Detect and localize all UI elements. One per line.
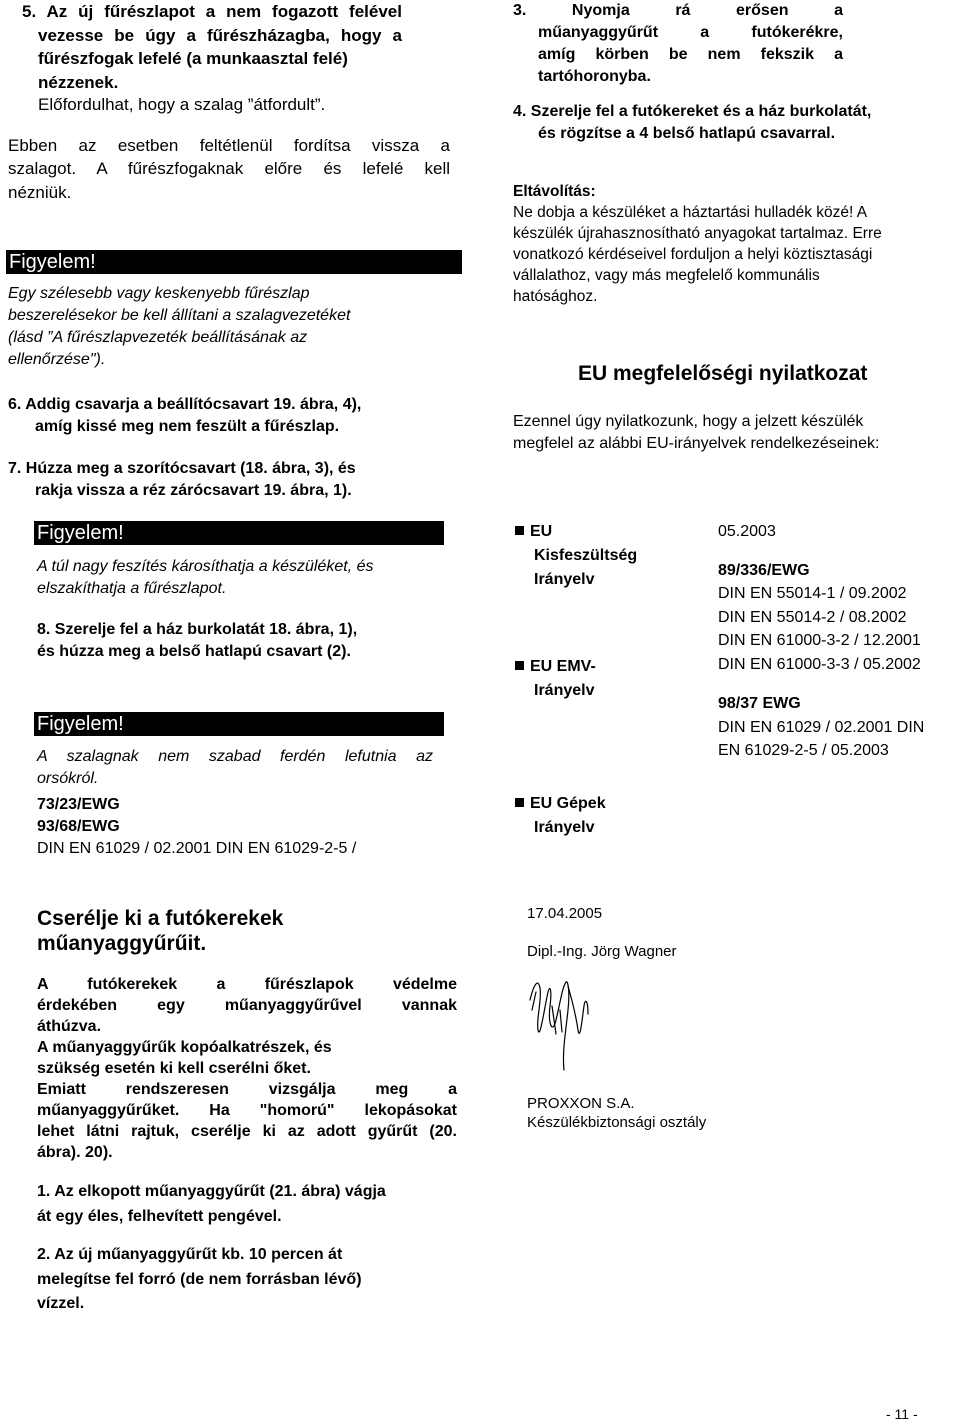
- ring-step-1: [37, 1180, 467, 1229]
- step-6: [8, 394, 458, 438]
- machine-directive-label: [515, 792, 695, 840]
- conformity-value: 98/37 EWG: [718, 695, 801, 712]
- signature-image: [522, 970, 602, 1080]
- warning-text-2: [37, 556, 447, 600]
- paragraph-line: Emiatt rendszeresen vizsgálja meg a: [37, 1081, 457, 1098]
- emv-label-line: Irányelv: [534, 682, 595, 699]
- wheel-ring-title-line: Cserélje ki a futókerekek: [37, 907, 284, 930]
- disposal-section: [513, 181, 953, 307]
- company-name: PROXXON S.A.: [527, 1095, 635, 1112]
- step-3-line: 3. Nyomja rá erősen a: [513, 2, 843, 19]
- wheel-ring-title: [37, 906, 437, 956]
- step-3: [513, 0, 843, 88]
- warning-label-3: Figyelem!: [34, 712, 444, 736]
- disposal-line: hatósághoz.: [513, 288, 598, 305]
- directive-item: DIN EN 61029 / 02.2001 DIN EN 61029-2-5 /: [37, 840, 357, 857]
- step-6-line: 6. Addig csavarja a beállítócsavart 19. ábra, 4),: [8, 396, 362, 413]
- ring-step-2-line: melegítse fel forró (de nem forrásban lévő): [37, 1270, 362, 1288]
- step-4-line: és rögzítse a 4 belső hatlapú csavarral.: [538, 125, 836, 142]
- step-4: [513, 101, 953, 145]
- company-department: Készülékbiztonsági osztály: [527, 1114, 707, 1131]
- warning-label-1: Figyelem!: [6, 250, 462, 274]
- step-3-line: amíg körben be nem fekszik a: [538, 46, 843, 63]
- bullet-icon: [515, 661, 524, 670]
- eu-declaration-title: EU megfelelőségi nyilatkozat: [578, 362, 868, 385]
- step-3-line: tartóhoronyba.: [538, 68, 651, 85]
- lv-label-line: [515, 520, 695, 544]
- step-5: [22, 0, 402, 94]
- lv-label-text: EU: [530, 523, 553, 540]
- disposal-line: vonatkozó kérdéseivel forduljon a helyi köztisztasági: [513, 246, 873, 263]
- conformity-value: DIN EN 61000-3-3 / 05.2002: [718, 655, 921, 673]
- eu-intro: [513, 411, 953, 455]
- lv-directive-label: [515, 520, 695, 592]
- warning-line: A túl nagy feszítés károsíthatja a készüléket, és: [37, 558, 374, 575]
- paragraph-line: ábra). 20).: [37, 1144, 113, 1161]
- conformity-value: DIN EN 55014-1 / 09.2002: [718, 585, 907, 602]
- ring-step-2: [37, 1243, 467, 1317]
- turn-note-line: szalagot. A fűrészfogaknak előre és lefelé kell: [8, 159, 450, 178]
- ring-step-1-line: át egy éles, felhevített pengével.: [37, 1207, 282, 1225]
- eu-intro-line: Ezennel úgy nyilatkozunk, hogy a jelzett készülék: [513, 413, 864, 430]
- warning-line: A szalagnak nem szabad ferdén lefutnia az: [37, 748, 433, 765]
- step-7-line: 7. Húzza meg a szorítócsavart (18. ábra, 3), és: [8, 460, 356, 477]
- warning-line: beszerelésekor be kell állítani a szalagvezetéket: [8, 307, 351, 324]
- conformity-value: DIN EN 61029 / 02.2001 DIN: [718, 718, 925, 736]
- step-5-line: nézzenek.: [38, 72, 119, 92]
- ring-step-2-line: vízzel.: [37, 1295, 85, 1312]
- warning-line: Egy szélesebb vagy keskenyebb fűrészlap: [8, 285, 310, 302]
- step-8-line: és húzza meg a belső hatlapú csavart (2).: [37, 643, 351, 660]
- warning-text-1: [8, 283, 458, 371]
- wheel-ring-title-line: műanyaggyűrűit.: [37, 932, 207, 955]
- step-5-line: fűrészfogak lefelé (a munkaasztal felé): [38, 49, 348, 68]
- disposal-line: Ne dobja a készüléket a háztartási hulladék közé! A: [513, 204, 868, 221]
- turn-note-line: Ebben az esetben feltétlenül fordítsa vissza a: [8, 135, 450, 155]
- machine-label-line: Irányelv: [534, 819, 595, 836]
- disposal-line: vállalathoz, vagy más megfelelő kommunális: [513, 267, 820, 284]
- machine-label-text: EU Gépek: [530, 795, 606, 812]
- warning-line: elszakíthatja a fűrészlapot.: [37, 580, 227, 597]
- conformity-value: DIN EN 55014-2 / 08.2002: [718, 608, 907, 626]
- directive-item: 93/68/EWG: [37, 818, 120, 835]
- conformity-value: 05.2003: [718, 523, 776, 540]
- turn-note-line: nézniük.: [8, 182, 72, 202]
- bullet-icon: [515, 798, 524, 807]
- directives-list: [37, 794, 457, 860]
- warning-line: (lásd ”A fűrészlapvezeték beállításának az: [8, 329, 308, 346]
- ring-step-2-line: 2. Az új műanyaggyűrűt kb. 10 percen át: [37, 1246, 343, 1263]
- disposal-title: Eltávolítás:: [513, 183, 596, 200]
- paragraph-line: érdekében egy műanyaggyűrűvel vannak: [37, 997, 457, 1014]
- directive-item: 73/23/EWG: [37, 796, 120, 813]
- warning-text-3: [37, 746, 433, 790]
- paragraph-line: lehet látni rajtuk, cserélje ki az adott gyűrűt (20.: [37, 1123, 457, 1140]
- declaration-date: 17.04.2005: [527, 905, 603, 922]
- emv-label-text: EU EMV-: [530, 658, 596, 675]
- step-3-line: műanyaggyűrűt a futókerékre,: [538, 24, 843, 41]
- conformity-value: EN 61029-2-5 / 05.2003: [718, 742, 889, 759]
- step-7: [8, 458, 458, 502]
- warning-line: orsókról.: [37, 770, 99, 787]
- step-4-line: 4. Szerelje fel a futókereket és a ház burkolatát,: [513, 103, 872, 120]
- ring-step-1-line: 1. Az elkopott műanyaggyűrűt (21. ábra) vágja: [37, 1183, 386, 1200]
- turn-note: [8, 93, 450, 204]
- machine-label-line: [515, 792, 695, 816]
- lv-label-line: Kisfeszültség: [534, 547, 638, 564]
- paragraph-line: műanyaggyűrűket. Ha "homorú" lekopásokat: [37, 1102, 457, 1119]
- turn-note-line: Előfordulhat, hogy a szalag ”átfordult”.: [38, 95, 326, 114]
- emv-label-line: [515, 655, 695, 679]
- paragraph-line: A futókerekek a fűrészlapok védelme: [37, 976, 457, 993]
- bullet-icon: [515, 526, 524, 535]
- step-8-line: 8. Szerelje fel a ház burkolatát 18. ábra, 1),: [37, 621, 358, 638]
- emv-directive-label: [515, 655, 695, 703]
- warning-line: ellenőrzése").: [8, 351, 106, 368]
- conformity-value: DIN EN 61000-3-2 / 12.2001: [718, 632, 921, 649]
- signer-name: Dipl.-Ing. Jörg Wagner: [527, 943, 677, 960]
- step-6-line: amíg kissé meg nem feszült a fűrészlap.: [35, 418, 340, 435]
- page-number: - 11 -: [886, 1406, 918, 1422]
- lv-label-line: Irányelv: [534, 571, 595, 588]
- warning-label-2: Figyelem!: [34, 521, 444, 545]
- wheel-ring-paragraph: [37, 974, 457, 1163]
- step-5-line: 5. Az új fűrészlapot a nem fogazott felével: [22, 2, 402, 21]
- disposal-line: készülék újrahasznosítható anyagokat tartalmaz. Erre: [513, 225, 882, 242]
- paragraph-line: szükség esetén ki kell cserélni őket.: [37, 1060, 311, 1077]
- eu-intro-line: megfelel az alábbi EU-irányelvek rendelkezéseinek:: [513, 435, 880, 452]
- step-5-line: vezesse be úgy a fűrészházagba, hogy a: [38, 25, 402, 45]
- paragraph-line: áthúzva.: [37, 1018, 102, 1035]
- conformity-values: [718, 520, 958, 763]
- conformity-value: 89/336/EWG: [718, 561, 810, 579]
- step-8: [37, 619, 457, 663]
- paragraph-line: A műanyaggyűrűk kopóalkatrészek, és: [37, 1039, 332, 1056]
- step-7-line: rakja vissza a réz zárócsavart 19. ábra, 1).: [35, 482, 352, 499]
- company-block: [527, 1094, 706, 1132]
